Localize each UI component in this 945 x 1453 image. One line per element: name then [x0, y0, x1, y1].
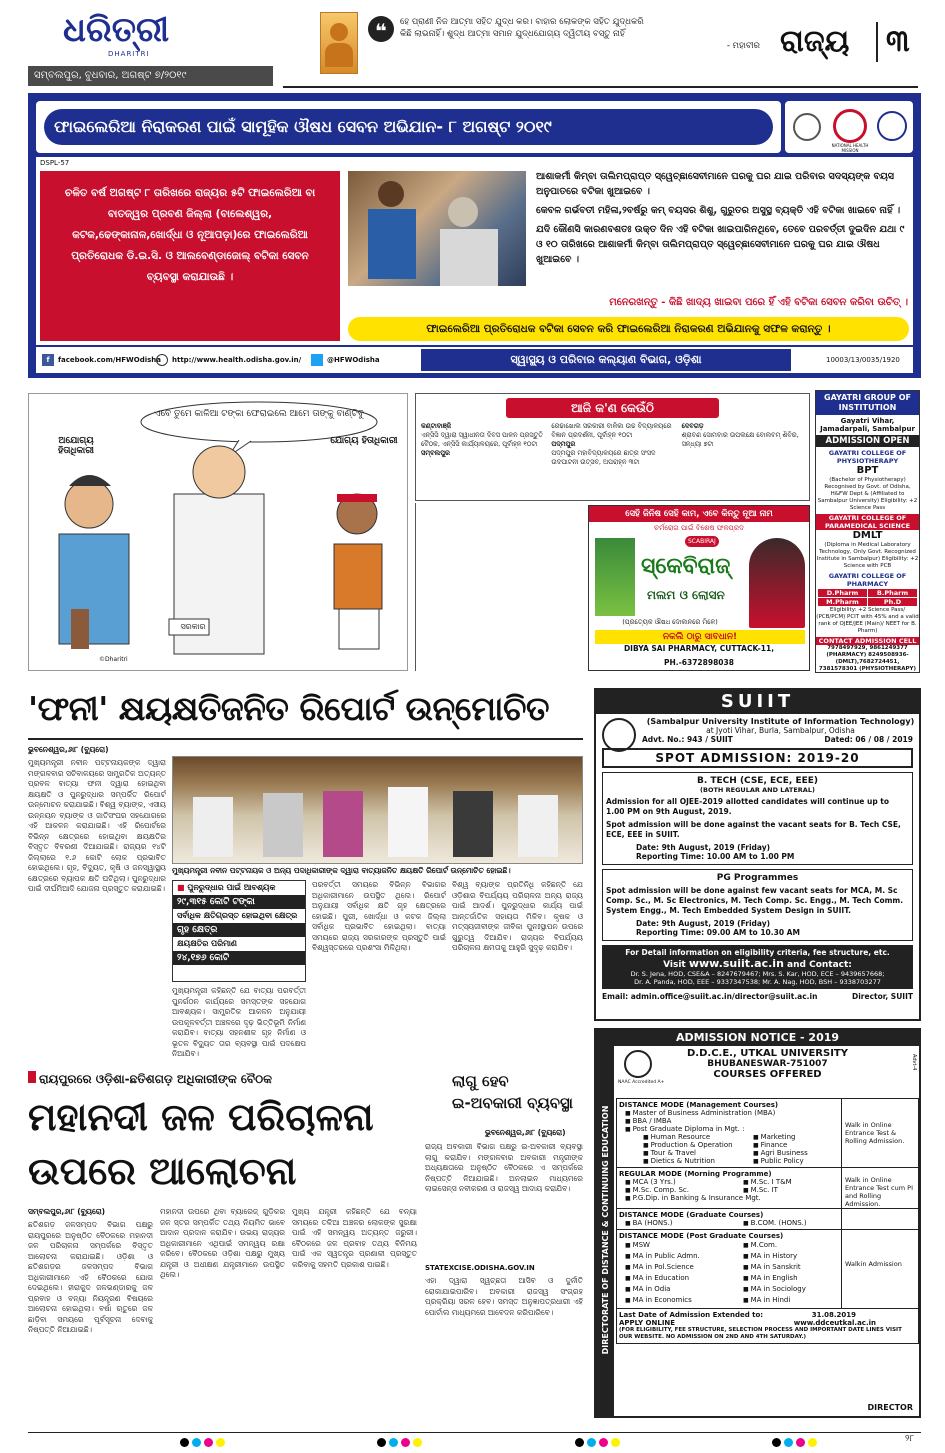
suiit-pg-time: Reporting Time: 09.00 AM to 10.30 AM	[636, 928, 800, 937]
utkal-sec2-item: ■ M.Sc. IT	[743, 1186, 792, 1194]
utkal-pgd-item: ■ Production & Operation	[643, 1141, 753, 1149]
today-item-head: ପଦ୍ମପୁର	[551, 440, 576, 448]
filaria-bullet: ଯଦି କୌଣସି କାରଣବଶତଃ ଉକ୍ତ ଦିନ ଏହି ବଟିକା ଖାଇପାରିନଥିବେ, ତେବେ ପରବର୍ତ୍ତୀ ଦୁଇଦିନ ଯଥା ୯ ଓ ୧୦ ତାରିଖରେ ଆଶାକର୍ମୀ କିମ୍ବା ତାଲିମପ୍ରାପ୍ତ ସ୍ୱେଚ୍ଛାସେବୀମାନେ ଘରକୁ ଘର ଯାଇ ଔଷଧ ଖୁଆଇବେ ।	[536, 224, 905, 265]
registration-mark-icon	[180, 1438, 228, 1450]
utkal-pgd-item: ■ Marketing	[753, 1133, 808, 1141]
fani-dateline: ଭୁବନେଶ୍ୱର,୬ା୮ (ବ୍ୟୁରୋ)	[28, 745, 109, 754]
utkal-sec3-item: ■ B.COM. (HONS.)	[743, 1219, 807, 1227]
suiit-spot: SPOT ADMISSION: 2019-20	[602, 748, 913, 768]
gayatri-mpharm: M.Pharm	[818, 598, 867, 606]
fani-rule	[28, 738, 583, 740]
utkal-walkin-1: Walk in Online Entrance Test & Rolling Admission.	[845, 1121, 905, 1145]
logo-text: ଧରିତ୍ରୀ	[63, 10, 170, 50]
quote-icon: ❝	[368, 16, 394, 42]
suiit-email[interactable]: Email: admin.office@suiit.ac.in/director@suiit.ac.in	[602, 992, 818, 1001]
filaria-left-text: ଚଳିତ ବର୍ଷ ଅଗଷ୍ଟ ୮ ତାରିଖରେ ରାଜ୍ୟର ୫ଟି ଫାଇଲେରିଆ ବା ବାତଜ୍ୱର ପ୍ରବଣ ଜିଲ୍ଲା (ବାଲେଶ୍ୱର, କଟକ,ଢେଙ୍କାନାଳ,ଖୋର୍ଦ୍ଧା ଓ ନୂଆପଡ଼ା)ରେ ଫାଇଲେରିଆ ପ୍ରତିରୋଧକ ଡି.ଇ.ସି. ଓ ଆଲବେଣ୍ଡାଜୋଲ୍ ବଟିକା ସେବନ ବ୍ୟବସ୍ଥା କରାଯାଉଛି ।	[64, 187, 316, 283]
filaria-remember: ମନେରଖନ୍ତୁ - କିଛି ଖାଦ୍ୟ ଖାଇବା ପରେ ହିଁ ଏହି ବଟିକା ସେବନ କରିବା ଉଚିତ୍ ।	[609, 297, 908, 308]
mahanadi-kicker-text: ରାୟପୁରରେ ଓଡ଼ିଶା-ଛତିଶଗଡ଼ ଅଧିକାରୀଙ୍କ ବୈଠକ	[39, 1072, 272, 1086]
scabiraj-note: (ପ୍ରତ୍ୟେକ ଔଷଧ ଦୋକାନରେ ମିଳେ)	[622, 618, 718, 626]
gayatri-dpharm: D.Pharm	[818, 589, 867, 597]
gayatri-contact: CONTACT ADMISSION CELL	[816, 637, 919, 645]
buddha-image	[320, 12, 358, 74]
suiit-contact-2: Dr. A. Panda, HOD, EEE – 9337347538; Mr. A. Nag, HOD, BSH – 9338703277	[634, 978, 881, 986]
utkal-sec4	[616, 1230, 919, 1309]
scabiraj-warning: ନକଲି ଠାରୁ ସାବଧାନ!	[595, 630, 805, 644]
utkal-ad	[594, 1028, 921, 1418]
utkal-pgd-item: ■ Human Resource	[643, 1133, 753, 1141]
utkal-grid	[616, 1098, 919, 1344]
cartoon	[28, 393, 408, 671]
section-divider	[876, 22, 878, 62]
filaria-photo	[348, 171, 526, 286]
suiit-visit-line	[605, 957, 910, 970]
registration-mark-icon	[772, 1438, 820, 1450]
suiit-advt: Advt. No.: 943 / SUIIT	[642, 735, 733, 744]
cartoon-speech: ଏବେ ତୁମେ କାଳିଆ ଟଙ୍କା ଫେରାଇଲେ ଆମେ ତାଙ୍କୁ ବାଣ୍ଟିବୁ	[154, 409, 364, 419]
suiit-subtitle: (Sambalpur University Institute of Information Technology)	[646, 717, 915, 726]
utkal-sec2-item: ■ MCA (3 Yrs.)	[625, 1178, 743, 1186]
facebook-link[interactable]: facebook.com/HFWOdisha	[58, 356, 162, 364]
suiit-title: SUIIT	[596, 690, 919, 714]
registration-mark-icon	[377, 1438, 425, 1450]
logo-sub: DHARITRI	[108, 50, 150, 58]
utkal-sec4-item: ■ MA in History	[743, 1251, 806, 1262]
utkal-sec4-head: DISTANCE MODE (Post Graduate Courses)	[619, 1232, 784, 1240]
utkal-logo-icon	[624, 1050, 652, 1078]
gayatri-college-2: GAYATRI COLLEGE OF PARAMEDICAL SCIENCE	[816, 514, 919, 530]
utkal-notice: ADMISSION NOTICE - 2019	[596, 1030, 919, 1046]
utkal-courses: COURSES OFFERED	[713, 1069, 822, 1080]
footer-page-mark: ୨୮	[905, 1434, 915, 1444]
gayatri-phones: 7978497929, 9861249377 (PHARMACY) 8249508936- (DMLT),7682724451, 7381578301 (PHYSIOTHERAPY)	[818, 645, 917, 672]
utkal-sec2-item: ■ M.Sc. I T&M	[743, 1178, 792, 1186]
utkal-pgd-item: ■ Dietics & Nutrition	[643, 1157, 753, 1165]
suiit-pg-date: Date: 9th August, 2019 (Friday)	[636, 919, 771, 928]
suiit-btech-date: Date: 9th August, 2019 (Friday)	[636, 843, 771, 852]
fani-photo	[172, 756, 583, 864]
nhm-logo-icon	[833, 109, 867, 143]
masthead-rule	[283, 86, 918, 88]
utkal-walkin-3: Walkin Admission	[845, 1260, 902, 1268]
utkal-fine-print: (FOR ELIGIBILITY, FEE STRUCTURE, SELECTION PROCESS AND IMPORTANT DATE LINES VISIT OUR WEBSITE. NO ADMISSION ON 2ND AND 4TH SATURDAY.)	[619, 1327, 902, 1340]
excise-col-2: ଏହା ଦ୍ୱାରା ସ୍ୱଚ୍ଛତା ଆସିବ ଓ ଦୁର୍ନୀତି ରୋକାଯାଇପାରିବ। ଅବକାରୀ ରାଜସ୍ୱ ସଂଗ୍ରହ ପ୍ରକ୍ରିୟା ସରଳ ହେବ। ସମସ୍ତ ଅନୁଜ୍ଞାପତ୍ରଧାରୀ ଏହି ପୋର୍ଟାଲ ମାଧ୍ୟମରେ ଆବେଦନ କରିପାରିବେ।	[425, 1276, 583, 1317]
utkal-apply-url[interactable]: www.ddceutkal.ac.in	[793, 1319, 876, 1327]
suiit-pg-box	[602, 869, 913, 941]
section-label: ରାଜ୍ୟ	[780, 24, 850, 59]
filaria-footer	[36, 347, 913, 373]
suiit-contact-1: Dr. S. Jena, HOD, CSE&A – 8247679467; Mrs. S. Kar, HOD, ECE – 9439657668;	[630, 970, 885, 978]
quote-author: - ମହାବୀର	[726, 41, 760, 51]
fani-fact-value-1: ୨୯,୩୧୫ କୋଟି ଟଙ୍କା	[173, 895, 305, 909]
today-item: ପଦ୍ମପୁର ମହାବିଦ୍ୟାଳୟରେ ଛାତ୍ର ସଂସଦ ଉଦଘାଟନୀ ଉତ୍ସବ, ଅପରାହ୍ନ ୩ଟା	[551, 449, 656, 466]
suiit-ad	[594, 688, 921, 1021]
department-banner: ସ୍ୱାସ୍ଥ୍ୟ ଓ ପରିବାର କଲ୍ୟାଣ ବିଭାଗ, ଓଡ଼ିଶା	[421, 349, 791, 371]
utkal-name: D.D.C.E., UTKAL UNIVERSITY	[687, 1048, 848, 1059]
nhm-label: NATIONAL HEALTH MISSION	[831, 143, 869, 153]
utkal-last-date-label: Last Date of Admission Extended to:	[619, 1311, 764, 1319]
suiit-pg-head: PG Programmes	[716, 873, 799, 883]
color-registration-marks	[180, 1438, 820, 1450]
cartoon-label-right: ଯୋଗ୍ୟ ହିତାଧିକାରୀ	[330, 436, 398, 446]
today-item-head: ଦେବଗଡ଼	[681, 422, 704, 430]
mahanadi-col-2: ମହାନଦୀ ଉପରେ ଥିବା ବ୍ୟାରେଜ୍ ଗୁଡ଼ିକର ଜଳ ସ୍ତର ସମ୍ପର୍କିତ ତଥ୍ୟ ନିୟମିତ ଭାବେ ଆଦାନ ପ୍ରଦାନ କରାଯିବ। ଉଭୟ ରାଜ୍ୟର ଅଧିକାରୀମାନେ ଏଥିପାଇଁ ସମନ୍ୱୟ ରକ୍ଷା କରିବେ। ବୈଠକରେ ଓଡ଼ିଶା ପକ୍ଷରୁ ମୁଖ୍ୟ ଯନ୍ତ୍ରୀ ଓ ଅଧୀକ୍ଷଣ ଯନ୍ତ୍ରୀମାନେ ଉପସ୍ଥିତ ଥିଲେ।	[160, 1207, 285, 1279]
utkal-sec1-item: ■ Master of Business Administration (MBA)	[625, 1109, 839, 1117]
excise-headline-1: ଲାଗୁ ହେବ	[452, 1072, 509, 1090]
utkal-sec4-item: ■ MA in Sociology	[743, 1284, 806, 1295]
mahanadi-col-3: ମୁଖ୍ୟ ଯନ୍ତ୍ରୀ କହିଛନ୍ତି ଯେ ବନ୍ୟା ସମୟରେ ତଳିଆ ଅଞ୍ଚଳର ଲୋକଙ୍କ ସୁରକ୍ଷା ପାଇଁ ଏହି ସମନ୍ୱୟ ଅତ୍ୟନ୍ତ ଜରୁରୀ। ବୈଠକରେ ଜଳ ପ୍ରବାହ ତଥ୍ୟ ବିନିମୟ ପାଇଁ ଏକ ସ୍ୱତନ୍ତ୍ର ପ୍ରଣାଳୀ ପ୍ରସ୍ତୁତ କରିବାକୁ ସହମତି ପ୍ରକାଶ ପାଇଛି।	[292, 1207, 417, 1269]
utkal-sec2-head: REGULAR MODE (Morning Programme)	[619, 1170, 772, 1178]
suiit-director: Director, SUIIT	[851, 992, 913, 1001]
gayatri-address: Gayatri Vihar, Jamadarpali, Sambalpur	[820, 417, 915, 433]
masthead	[28, 10, 918, 90]
utkal-director: DIRECTOR	[867, 1403, 913, 1412]
fani-fact-title-2: ସର୍ବାଧିକ କ୍ଷତିଗ୍ରସ୍ତ ହୋଇଥିବା କ୍ଷେତ୍ର	[177, 911, 298, 920]
mahanadi-headline-1: ମହାନଦୀ ଜଳ ପରିଚାଳନା	[28, 1095, 374, 1139]
twitter-icon	[311, 354, 323, 366]
today-item: ଏନ୍‌ସିସି ଦ୍ୱାରା ସ୍ୱାଧୀନତା ଦିବସ ପାଳନ ପ୍ରସ୍ତୁତି ବୈଠକ, ଏନ୍‌ସିସି କାର୍ଯ୍ୟାଳୟରେ, ପୂର୍ବାହ୍ନ ୧୦ଟା	[421, 431, 543, 448]
utkal-sec1-item: ■ BBA / IMBA	[625, 1117, 839, 1125]
today-box	[415, 393, 810, 501]
utkal-naac: NAAC Accredited A+	[618, 1080, 665, 1085]
suiit-visit-pre: Visit	[663, 960, 686, 970]
fani-col-2: ମୁଖ୍ୟମନ୍ତ୍ରୀ କହିଛନ୍ତି ଯେ ବାତ୍ୟା ପରବର୍ତ୍ତୀ ପୁନର୍ଗଠନ କାର୍ଯ୍ୟରେ ସମସ୍ତଙ୍କ ସହଯୋଗ ଆବଶ୍ୟକ। ସାମ୍ପ୍ରତିକ ଆକଳନ ଅନୁଯାୟୀ ଉପକୂଳବର୍ତ୍ତୀ ଅଞ୍ଚଳରେ ଦୃଢ଼ ଭିତ୍ତିଭୂମି ନିର୍ମାଣ କରାଯିବ। ବାତ୍ୟା ସହନଶୀଳ ଗୃହ ନିର୍ମାଣ ଓ ଭୂତଳ ବିଦ୍ୟୁତ ତାର ବ୍ୟବସ୍ଥା ପାଇଁ ପଦକ୍ଷେପ ନିଆଯିବ।	[172, 986, 306, 1058]
scabiraj-title: ସେହି ଜିନିଷ ସେହି କାମ, ଏବେ କିନ୍ତୁ ନୂଆ ନାମ	[589, 506, 809, 522]
suiit-address: at Jyoti Vihar, Burla, Sambalpur, Odisha	[706, 726, 855, 735]
fani-col-3: ପରବର୍ତ୍ତୀ ସମୟରେ ବିଭିନ୍ନ ବିଭାଗର ଅଧିକାରୀମାନେ ଉପସ୍ଥିତ ଥିଲେ। ରିପୋର୍ଟ ଅନୁଯାୟୀ ସର୍ବାଧିକ କ୍ଷତି ଗୃହ କ୍ଷେତ୍ରରେ ହୋଇଛି। ପୁରୀ, ଖୋର୍ଦ୍ଧା ଓ କଟକ ଜିଲ୍ଲା ସର୍ବାଧିକ ପ୍ରଭାବିତ ହୋଇଥିଲା। ବାତ୍ୟା ସମୟରେ ରାଜ୍ୟ ସରକାରଙ୍କ ପ୍ରସ୍ତୁତି ପାଇଁ ବିଶ୍ୱସ୍ତରରେ ପ୍ରଶଂସା ମିଳିଥିଲା।	[312, 880, 446, 952]
scabiraj-brand: ସ୍କେବିରାଜ୍	[641, 554, 731, 579]
filaria-ad	[28, 93, 921, 378]
suiit-detail: For Detail information on eligibility criteria, fee structure, etc.	[625, 948, 890, 957]
gayatri-dmlt: DMLT	[852, 530, 883, 541]
utkal-pgd-item: ■ Agri Business	[753, 1149, 808, 1157]
filaria-bullets	[536, 169, 908, 267]
scabiraj-product-image	[595, 538, 635, 616]
fani-fact-value-3: ୨୪,୧୭୬ କୋଟି	[173, 951, 305, 965]
filaria-bullet: କେବଳ ଗର୍ଭବତୀ ମହିଳା,୨ବର୍ଷରୁ କମ୍ ବୟସର ଶିଶୁ, ଗୁରୁତର ଅସୁସ୍ଥ ବ୍ୟକ୍ତି ଏହି ବଟିକା ଖାଇବେ ନାହିଁ ।	[536, 205, 901, 216]
gayatri-bpt-note: (Bachelor of Physiotherapy) Recognised by Govt. of Odisha, H&FW Dept & (Affiliated to Sambalpur University) Eligibility: +2 Science Pass	[817, 477, 918, 511]
gayatri-dmlt-note: (Diploma in Medical Laboratory Technology, Only Govt. Recognized Institute in Sambalpur) Eligibility: +2 Science with PCB	[816, 542, 919, 569]
utkal-advt: Advt-4	[911, 1054, 917, 1071]
excise-headline	[452, 1070, 583, 1114]
excise-col-1: ରାଜ୍ୟ ଅବକାରୀ ବିଭାଗ ପକ୍ଷରୁ ଇ-ଅବକାରୀ ବ୍ୟବସ୍ଥା ଲାଗୁ କରାଯିବ। ମଙ୍ଗଳବାର ଅବକାରୀ ମନ୍ତ୍ରୀଙ୍କ ଅଧ୍ୟକ୍ଷତାରେ ଅନୁଷ୍ଠିତ ବୈଠକରେ ଏ ସମ୍ପର୍କରେ ନିଷ୍ପତ୍ତି ନିଆଯାଇଛି। ଅନଲାଇନ ମାଧ୍ୟମରେ ଲାଇସେନ୍ସ ନବୀକରଣ ଓ ରାଜସ୍ୱ ଆଦାୟ କରାଯିବ।	[425, 1142, 583, 1193]
swachh-logo-icon	[793, 113, 821, 141]
utkal-sec1-head: DISTANCE MODE (Management Courses)	[619, 1101, 779, 1109]
utkal-walkin-2: Walk in Online Entrance Test cum PI and Rolling Admission.	[845, 1176, 913, 1208]
suiit-footer-row	[602, 992, 913, 1001]
fani-caption: ମୁଖ୍ୟମନ୍ତ୍ରୀ ନବୀନ ପଟ୍ଟନାୟକ ଓ ଅନ୍ୟ ପଦାଧିକାରୀଙ୍କ ଦ୍ୱାରା ବାତ୍ୟାଜନିତ କ୍ଷୟକ୍ଷତି ରିପୋର୍ଟ ଉନ୍ମୋଚିତ ହୋଇଛି।	[172, 866, 511, 875]
utkal-city: BHUBANESWAR-751007	[707, 1059, 828, 1069]
today-list-col1	[415, 503, 585, 671]
ref-number: 10003/13/0035/1920	[826, 356, 900, 364]
utkal-sec3	[616, 1209, 919, 1230]
filaria-code: DSPL-57	[40, 159, 70, 167]
gayatri-ad	[815, 390, 920, 673]
facebook-icon: f	[42, 354, 54, 366]
scabiraj-footer: DIBYA SAI PHARMACY, CUTTACK-11, PH.-6372898038	[623, 644, 775, 667]
excise-headline-2: ଇ-ଅବକାରୀ ବ୍ୟବସ୍ଥା	[452, 1094, 573, 1112]
utkal-sec4-item: ■ MSW	[625, 1240, 743, 1251]
scabiraj-ad	[588, 505, 810, 671]
fani-fact-title-1: ■ ପୁନରୁଦ୍ଧାର ପାଇଁ ଆବଶ୍ୟକ	[173, 881, 305, 895]
dateline: ସମ୍ବଲପୁର, ବୁଧବାର, ଅଗଷ୍ଟ ୭/୨୦୧୯	[28, 66, 273, 86]
dharitri-logo	[28, 10, 273, 62]
mahanadi-dateline: ସମ୍ବଲପୁର,୬ା୮ (ବ୍ୟୁରୋ)	[28, 1207, 106, 1216]
utkal-sec3-item: ■ BA (HONS.)	[625, 1219, 743, 1227]
quote-line-1: ହେ ପ୍ରାଣୀ ନିଜ ଆତ୍ମା ସହିତ ଯୁଦ୍ଧ କର। ବାହାର ଲୋକଙ୍କ ସହିତ ଯୁଦ୍ଧକରି	[400, 17, 644, 27]
utkal-footer-box	[616, 1309, 919, 1344]
gayatri-pharm-note: Eligibility: +2 Science Pass/ (PCB/PCM) PCIT with 45% and a valid rank of OJEE/JEE (Main)/ NEET for B. Pharm)	[816, 607, 919, 634]
gayatri-college-3: GAYATRI COLLEGE OF PHARMACY	[828, 572, 907, 588]
suiit-btech-head: B. TECH (CSE, ECE, EEE)	[696, 776, 819, 786]
utkal-apply-label: APPLY ONLINE	[619, 1319, 676, 1327]
quote-text	[400, 16, 760, 52]
website-link[interactable]: http://www.health.odisha.gov.in/	[172, 356, 302, 364]
mahanadi-col-1: ଛତିଶଗଡ଼ ଜଳସମ୍ପଦ ବିଭାଗ ପକ୍ଷରୁ ରାୟପୁରରେ ଅନୁଷ୍ଠିତ ବୈଠକରେ ମହାନଦୀ ଜଳ ପରିଚାଳନା ସମ୍ପର୍କରେ ବିସ୍ତୃତ ଆଲୋଚନା କରାଯାଇଛି। ଓଡ଼ିଶା ଓ ଛତିଶଗଡ଼ର ଜଳସମ୍ପଦ ବିଭାଗ ଅଧିକାରୀମାନେ ଏହି ବୈଠକରେ ଯୋଗ ଦେଇଥିଲେ। ହୀରାକୁଦ ଜଳଭଣ୍ଡାରକୁ ଜଳ ପ୍ରବାହ ଓ ବନ୍ୟା ନିୟନ୍ତ୍ରଣ ବିଷୟରେ ଆଲୋଚନା ହୋଇଥିଲା। ବର୍ଷା ଋତୁରେ ଜଳ ଛାଡ଼ିବା ସମୟରେ ପୂର୍ବସୂଚନା ଦେବାକୁ ନିଷ୍ପତ୍ତି ନିଆଯାଇଛି।	[28, 1220, 153, 1334]
suiit-btech-sub: (BOTH REGULAR AND LATERAL)	[700, 786, 815, 794]
utkal-pgd-item: ■ Public Policy	[753, 1157, 808, 1165]
utkal-sec4-item: ■ M.Com.	[743, 1240, 806, 1251]
gayatri-bpt: BPT	[856, 465, 879, 476]
suiit-contact-box	[602, 945, 913, 989]
suiit-btech-p2: Spot admission will be done against the vacant seats for B. Tech CSE, ECE, EEE in SUIIT.	[606, 820, 901, 839]
scabiraj-person	[749, 538, 805, 628]
utkal-sec1-list	[625, 1109, 839, 1133]
suiit-visit-url[interactable]: www.suiit.ac.in	[688, 957, 784, 970]
filaria-left-panel	[40, 171, 340, 341]
filaria-body	[36, 157, 913, 345]
suiit-pg-p: Spot admission will be done against few vacant seats for MCA, M. Sc Comp. Sc., M. Sc Electronics, M. Tech Comp. Sc. Engg., M. Tech Comm. System Engg., M. Tech Embedded System Design in SUIIT.	[606, 886, 904, 915]
excise-dateline: ଭୁବନେଶ୍ୱର,୬ା୮ (ବ୍ୟୁରୋ)	[485, 1128, 566, 1137]
utkal-sec2-item: ■ M.Sc. Comp. Sc.	[625, 1186, 743, 1194]
utkal-sec4-item: ■ MA in Odia	[625, 1284, 743, 1295]
utkal-last-date: 31.08.2019	[811, 1311, 856, 1319]
fani-fact-box	[172, 880, 306, 982]
today-item-head: ସମ୍ବଲପୁର	[421, 449, 450, 457]
logos-panel	[785, 101, 913, 153]
gayatri-admission: ADMISSION OPEN	[816, 435, 919, 447]
odisha-emblem-icon	[877, 111, 907, 141]
fani-fact-value-2: ଗୃହ କ୍ଷେତ୍ର	[173, 923, 305, 937]
scabiraj-product: ମଲମ ଓ ଲୋସନ	[647, 588, 725, 602]
gayatri-pharm-grid	[818, 589, 917, 606]
suiit-advt-row	[642, 735, 913, 744]
gayatri-phd: Ph.D	[868, 598, 917, 606]
utkal-sec1	[616, 1098, 919, 1168]
globe-icon	[156, 354, 168, 366]
today-item: ଶ୍ରାବଣ ସୋମବାର ଉପଲକ୍ଷେ ବୋଲବମ୍ ଶିବିର, ସନ୍ଧ୍ୟା ୭ଟା	[681, 431, 799, 448]
kicker-marker-icon	[28, 1071, 36, 1083]
gayatri-bpharm: B.Pharm	[868, 589, 917, 597]
utkal-sec4-item: ■ MA in Hindi	[743, 1295, 806, 1306]
suiit-logo-icon	[602, 718, 636, 752]
utkal-sec4-item: ■ MA in Economics	[625, 1295, 743, 1306]
suiit-dated: Dated: 06 / 08 / 2019	[824, 735, 913, 744]
fani-headline: 'ଫନୀ' କ୍ଷୟକ୍ଷତିଜନିତ ରିପୋର୍ଟ ଉନ୍ମୋଚିତ	[28, 689, 550, 728]
utkal-sec4-item: ■ MA in Pol.Science	[625, 1262, 743, 1273]
cartoon-credit: ©Dharitri	[99, 656, 128, 663]
suiit-btech-time: Reporting Time: 10.00 AM to 1.00 PM	[636, 852, 795, 861]
utkal-pgd-item: ■ Finance	[753, 1141, 808, 1149]
excise-url[interactable]: STATEXCISE.ODISHA.GOV.IN	[425, 1264, 535, 1272]
registration-mark-icon	[575, 1438, 623, 1450]
utkal-sec2-item: ■ P.G.Dip. in Banking & Insurance Mgt.	[625, 1194, 839, 1202]
utkal-sec4-item: ■ MA in Education	[625, 1273, 743, 1284]
quote-line-2: କିଛି ଲାଭନାହିଁ। ଶୁଦ୍ଧ ଆତ୍ମା ସମାନ ଯୁଦ୍ଧଯୋଗ୍ୟ ଦ୍ୱିତୀୟ ବସ୍ତୁ ନାହିଁ	[400, 29, 625, 39]
scabiraj-badge: SCABIRAJ	[685, 536, 719, 547]
today-item: ରେଢାଖୋଲ ସରକାରୀ ବାଳିକା ଉଚ୍ଚ ବିଦ୍ୟାଳୟରେ ବିଜ୍ଞାନ ପ୍ରଦର୍ଶନୀ, ପୂର୍ବାହ୍ନ ୧୦ଟା	[551, 422, 672, 439]
fani-col-1: ମୁଖ୍ୟମନ୍ତ୍ରୀ ନବୀନ ପଟ୍ଟନାୟକଙ୍କ ଦ୍ୱାରା ମଙ୍ଗଳବାର ସଚିବାଳୟରେ ସାମ୍ପ୍ରତିକ ଅତ୍ୟନ୍ତ ପ୍ରବଳ ବାତ୍ୟା ଫନୀ ଦ୍ୱାରା ହୋଇଥିବା କ୍ଷୟକ୍ଷତି ଓ ପୁନରୁଦ୍ଧାର ସମ୍ପର୍କିତ ରିପୋର୍ଟ ଉନ୍ମୋଚନ କରାଯାଇଛି। ବିଶ୍ୱ ବ୍ୟାଙ୍କ, ଏସୀୟ ଉନ୍ନୟନ ବ୍ୟାଙ୍କ ଓ ଜାତିସଂଘର ସହଯୋଗରେ ଏହି ଆକଳନ କରାଯାଇଛି। ଏହି ରିପୋର୍ଟରେ ବିଭିନ୍ନ କ୍ଷେତ୍ରରେ ହୋଇଥିବା କ୍ଷୟକ୍ଷତିର ବିସ୍ତୃତ ବିବରଣୀ ଦିଆଯାଇଛି। ରାଜ୍ୟର ୧୪ଟି ଜିଲ୍ଲାରେ ୧.୬ କୋଟି ଲୋକ ପ୍ରଭାବିତ ହୋଇଥିଲେ। ଗୃହ, ବିଦ୍ୟୁତ, କୃଷି ଓ ଜନସ୍ୱାସ୍ଥ୍ୟ କ୍ଷେତ୍ରରେ ବ୍ୟାପକ କ୍ଷତି ଘଟିଥିଲା। ପୁନରୁଦ୍ଧାର ପାଇଁ ଦୀର୍ଘମିଆଦି ଯୋଜନା ପ୍ରସ୍ତୁତ କରାଯାଇଛି।	[28, 758, 166, 893]
scabiraj-sub: ଚର୍ମରୋଗ ପାଇଁ ବିଶେଷ ଫଳପ୍ରଦ	[654, 524, 744, 532]
gayatri-college-1: GAYATRI COLLEGE OF PHYSIOTHERAPY	[828, 449, 907, 465]
utkal-sec1-item: ■ Post Graduate Diploma in Mgt. :	[625, 1125, 839, 1133]
filaria-headline: ଫାଇଲେରିଆ ନିରାକରଣ ପାଇଁ ସାମୂହିକ ଔଷଧ ସେବନ ଅଭିଯାନ- ୮ ଅଗଷ୍ଟ ୨୦୧୯	[44, 109, 773, 145]
utkal-sec4-item: ■ MA in Public Admn.	[625, 1251, 743, 1262]
utkal-sec4-item: ■ MA in English	[743, 1273, 806, 1284]
fani-col-4: ବିଶ୍ୱ ବ୍ୟାଙ୍କ ପ୍ରତିନିଧି କହିଛନ୍ତି ଯେ ଓଡ଼ିଶାର ବିପର୍ଯ୍ୟୟ ପରିଚାଳନା ଅନ୍ୟ ରାଜ୍ୟ ପାଇଁ ଆଦର୍ଶ। ପୁନରୁଦ୍ଧାର କାର୍ଯ୍ୟ ପାଇଁ ଆନ୍ତର୍ଜାତିକ ସହାୟତା ମିଳିବ। କୃଷକ ଓ ମତ୍ସ୍ୟଜୀବୀଙ୍କ ଜୀବିକା ପୁନଃସ୍ଥାପନ ଉପରେ ଗୁରୁତ୍ୱ ଦିଆଯିବ। ରାଜ୍ୟର ବିପର୍ଯ୍ୟୟ ପରିଚାଳନା କ୍ଷମତାକୁ ଆହୁରି ସୁଦୃଢ଼ କରାଯିବ।	[452, 880, 583, 952]
page-footer-rule	[28, 1432, 921, 1433]
mahanadi-headline-2: ଉପରେ ଆଲୋଚନା	[28, 1149, 297, 1193]
utkal-side-text: DIRECTORATE OF DISTANCE & CONTINUING EDUCATION	[601, 1105, 610, 1355]
utkal-sec3-head: DISTANCE MODE (Graduate Courses)	[619, 1211, 764, 1219]
utkal-side-band	[596, 1046, 614, 1416]
suiit-btech-p1: Admission for all OJEE-2019 allotted candidates will continue up to 1.00 PM on 9th August, 2019.	[606, 797, 890, 816]
fani-fact-title-3: କ୍ଷୟକ୍ଷତିର ପରିମାଣ	[177, 939, 237, 948]
page-number: ୩	[886, 24, 910, 59]
utkal-sec2	[616, 1168, 919, 1209]
today-item-head: କଣ୍ଟାବାଞ୍ଜି	[421, 422, 452, 430]
utkal-sec4-item: ■ MA in Sanskrit	[743, 1262, 806, 1273]
utkal-pgd-item: ■ Tour & Travel	[643, 1149, 753, 1157]
gayatri-title: GAYATRI GROUP OF INSTITUTION	[816, 391, 919, 415]
mahanadi-kicker	[28, 1070, 408, 1088]
twitter-handle[interactable]: @HFWOdisha	[327, 356, 380, 364]
suiit-visit-post: and Contact:	[787, 960, 852, 970]
suiit-btech-box	[602, 772, 913, 865]
today-list	[416, 422, 809, 467]
today-header: ଆଜି କ'ଣ କେଉଁଠି	[506, 398, 719, 418]
cartoon-label-left: ଅଯୋଗ୍ୟ ହିତାଧିକାରୀ	[58, 436, 94, 456]
filaria-headline-bar	[36, 101, 781, 153]
cartoon-label-center: ସରକାର	[180, 622, 206, 631]
filaria-slogan: ଫାଇଲେରିଆ ପ୍ରତିରୋଧକ ବଟିକା ସେବନ କରି ଫାଇଲେରିଆ ନିରାକରଣ ଅଭିଯାନକୁ ସଫଳ କରାନ୍ତୁ ।	[348, 317, 909, 341]
filaria-bullet: ଆଶାକର୍ମୀ କିମ୍ବା ତାଲିମପ୍ରାପ୍ତ ସ୍ୱେଚ୍ଛାସେବୀମାନେ ଘରକୁ ଘର ଯାଇ ପରିବାର ସଦସ୍ୟଙ୍କ ବୟସ ଅନୁପାତରେ ବଟିକା ଖୁଆଇବେ ।	[536, 171, 894, 197]
